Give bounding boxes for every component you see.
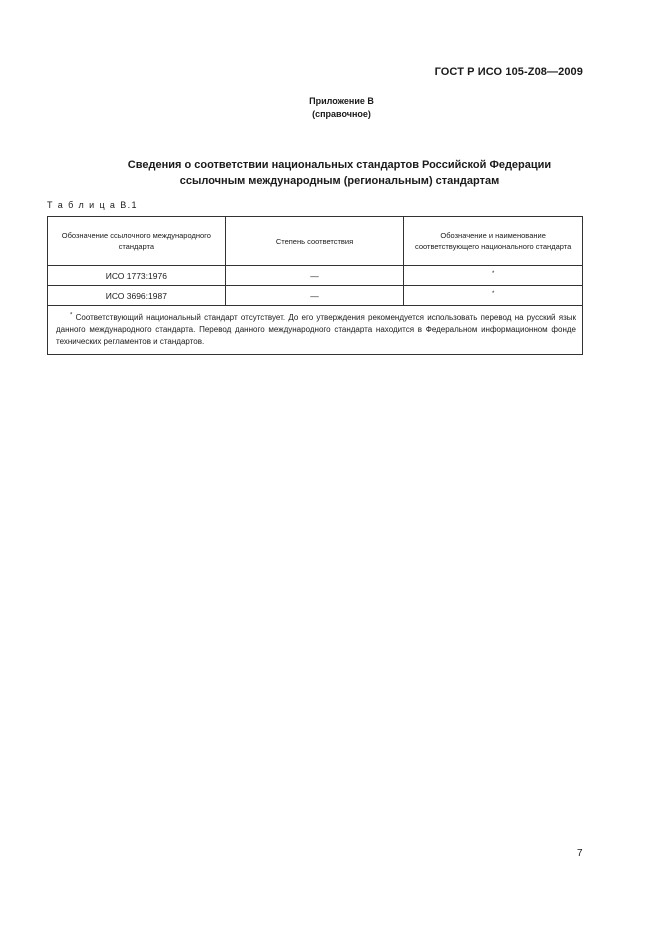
appendix-subtitle: (справочное) — [312, 109, 371, 119]
footnote-marker: * — [70, 312, 73, 319]
column-header-degree: Степень соответствия — [225, 217, 404, 266]
page-number: 7 — [577, 848, 583, 859]
document-code: ГОСТ Р ИСО 105-Z08—2009 — [434, 66, 583, 78]
section-title-line-2: ссылочным международным (региональным) стандартам — [179, 175, 500, 187]
cell-national — [404, 266, 583, 286]
cell-standard: ИСО 3696:1987 — [48, 286, 226, 306]
section-title — [0, 157, 661, 189]
section-title-line-1: Сведения о соответствии национальных стандартов Российской Федерации — [127, 159, 552, 171]
footnote-body: Соответствующий национальный стандарт отсутствует. До его утверждения рекомендуется использовать перевод на русский язык данного международного стандарта. Перевод данного международного стандарта находится в Федеральном информационном фонде технических регламентов и стандартов. — [56, 313, 576, 346]
cell-degree: — — [225, 266, 404, 286]
correspondence-table — [47, 216, 583, 355]
cell-degree: — — [225, 286, 404, 306]
footnote-marker: * — [491, 270, 495, 277]
table-footnote — [48, 306, 583, 355]
cell-standard: ИСО 1773:1976 — [48, 266, 226, 286]
table-footnote-row — [48, 306, 583, 355]
table-row — [48, 266, 583, 286]
appendix-title: Приложение В — [309, 96, 374, 106]
footnote-text — [56, 312, 576, 348]
footnote-marker: * — [491, 290, 495, 297]
cell-national — [404, 286, 583, 306]
appendix-heading — [0, 95, 661, 121]
table-row — [48, 286, 583, 306]
table-header-row — [48, 217, 583, 266]
column-header-international-standard: Обозначение ссылочного международного стандарта — [48, 217, 226, 266]
column-header-national-standard: Обозначение и наименование соответствующего национального стандарта — [404, 217, 583, 266]
table-label: Т а б л и ц а В.1 — [47, 200, 138, 210]
